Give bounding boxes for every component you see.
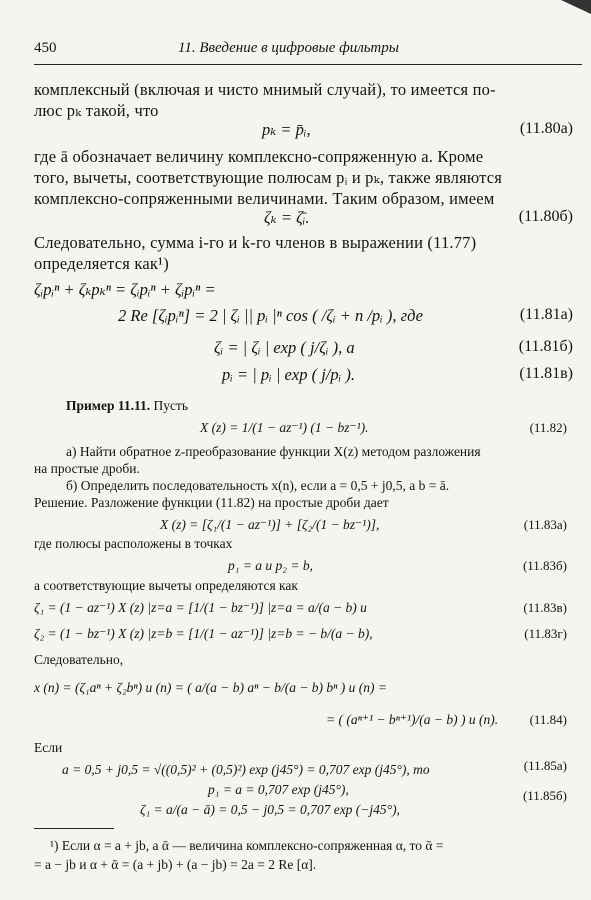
equation-number: (11.85а) (523, 758, 567, 773)
equation: X (z) = 1/(1 − az⁻¹) (1 − bz⁻¹). (200, 420, 369, 435)
footnote-line: = a − jb и α + ᾱ = (a + jb) + (a − jb) = 2a = 2 Re [α]. (34, 857, 317, 872)
text-line: Если (34, 740, 63, 755)
equation: = ( (aⁿ⁺¹ − bⁿ⁺¹)/(a − b) ) u (n). (326, 712, 499, 727)
equation: 2 Re [ζᵢpᵢⁿ] = 2 | ζᵢ || pᵢ |ⁿ cos ( /ζᵢ + n /pᵢ ), где (118, 306, 423, 325)
equation: ζ₂ = (1 − bz⁻¹) X (z) |z=b = [1/(1 − az⁻¹)] |z=b = − b/(a − b), (34, 626, 373, 641)
text-line: комплексно-сопряженными величинами. Таким образом, имеем (34, 189, 495, 208)
text-line: на простые дроби. (34, 461, 140, 476)
text-line: где ā обозначает величину комплексно-сопряженную a. Кроме (34, 147, 484, 166)
equation: x (n) = (ζ₁aⁿ + ζ₂bⁿ) u (n) = ( a/(a − b) aⁿ − b/(a − b) bⁿ ) u (n) = (34, 680, 388, 695)
text-line: того, вычеты, соответствующие полюсам pᵢ и pₖ, также являются (34, 168, 503, 187)
equation: ζₖ = ζ̄ᵢ. (264, 208, 310, 227)
text-line: Решение. Разложение функции (11.82) на простые дроби дает (34, 495, 389, 510)
equation: ζ₁ = a/(a − ā) = 0,5 − j0,5 = 0,707 exp (−j45°), (140, 802, 400, 817)
header-rule (34, 64, 582, 65)
equation-number: (11.83г) (524, 626, 567, 641)
equation: ζ₁ = (1 − az⁻¹) X (z) |z=a = [1/(1 − bz⁻¹)] |z=a = a/(a − b) и (34, 600, 367, 615)
text-line: Следовательно, сумма i-го и k-го членов в выражении (11.77) (34, 233, 477, 252)
text-line: люс pₖ такой, что (34, 101, 159, 120)
equation: ζᵢpᵢⁿ + ζₖpₖⁿ = ζᵢpᵢⁿ + ζᵢpᵢⁿ = (34, 280, 216, 299)
equation-number: (11.84) (529, 712, 567, 727)
text-line: а) Найти обратное z-преобразование функции X(z) методом разложения (66, 444, 481, 459)
equation: X (z) = [ζ₁/(1 − az⁻¹)] + [ζ₂/(1 − bz⁻¹)], (160, 517, 380, 532)
footnote-rule (34, 828, 114, 829)
text-line: Следовательно, (34, 652, 124, 667)
footnote-line: ¹) Если α = a + jb, а ᾱ — величина комплексно-сопряженная α, то ᾱ = (50, 838, 444, 853)
equation-number: (11.82) (529, 420, 567, 435)
equation: p₁ = a и p₂ = b, (228, 558, 313, 573)
equation-number: (11.85б) (522, 788, 567, 803)
example-title: Пример 11.11. (66, 398, 151, 413)
equation: pₖ = p̄ᵢ, (262, 120, 311, 139)
text-line: комплексный (включая и чисто мнимый случай), то имеется по- (34, 80, 496, 99)
equation-number: (11.80а) (519, 120, 573, 137)
page-number: 450 (34, 40, 57, 56)
running-head: 11. Введение в цифровые фильтры (178, 40, 399, 56)
page-corner-mark (561, 0, 591, 14)
example-heading (66, 398, 188, 414)
equation-number: (11.81а) (519, 306, 573, 323)
text-line: б) Определить последовательность x(n), если a = 0,5 + j0,5, а b = ā. (66, 478, 450, 493)
equation-number: (11.83в) (523, 600, 567, 615)
equation-number: (11.80б) (518, 208, 573, 225)
text-line: где полюсы расположены в точках (34, 536, 233, 551)
equation-number: (11.83а) (523, 517, 567, 532)
equation: pᵢ = | pᵢ | exp ( j/pᵢ ). (222, 365, 355, 384)
equation-number: (11.81б) (518, 338, 573, 355)
equation-number: (11.83б) (522, 558, 567, 573)
text-line: а соответствующие вычеты определяются как (34, 578, 298, 593)
equation: p₁ = a = 0,707 exp (j45°), (208, 782, 349, 797)
example-title-rest: Пусть (150, 398, 189, 413)
text-line: определяется как¹) (34, 254, 169, 273)
equation-number: (11.81в) (519, 365, 573, 382)
equation: ζᵢ = | ζᵢ | exp ( j/ζᵢ ), а (214, 338, 355, 357)
equation: a = 0,5 + j0,5 = √((0,5)² + (0,5)²) exp (j45°) = 0,707 exp (j45°), то (62, 762, 430, 777)
